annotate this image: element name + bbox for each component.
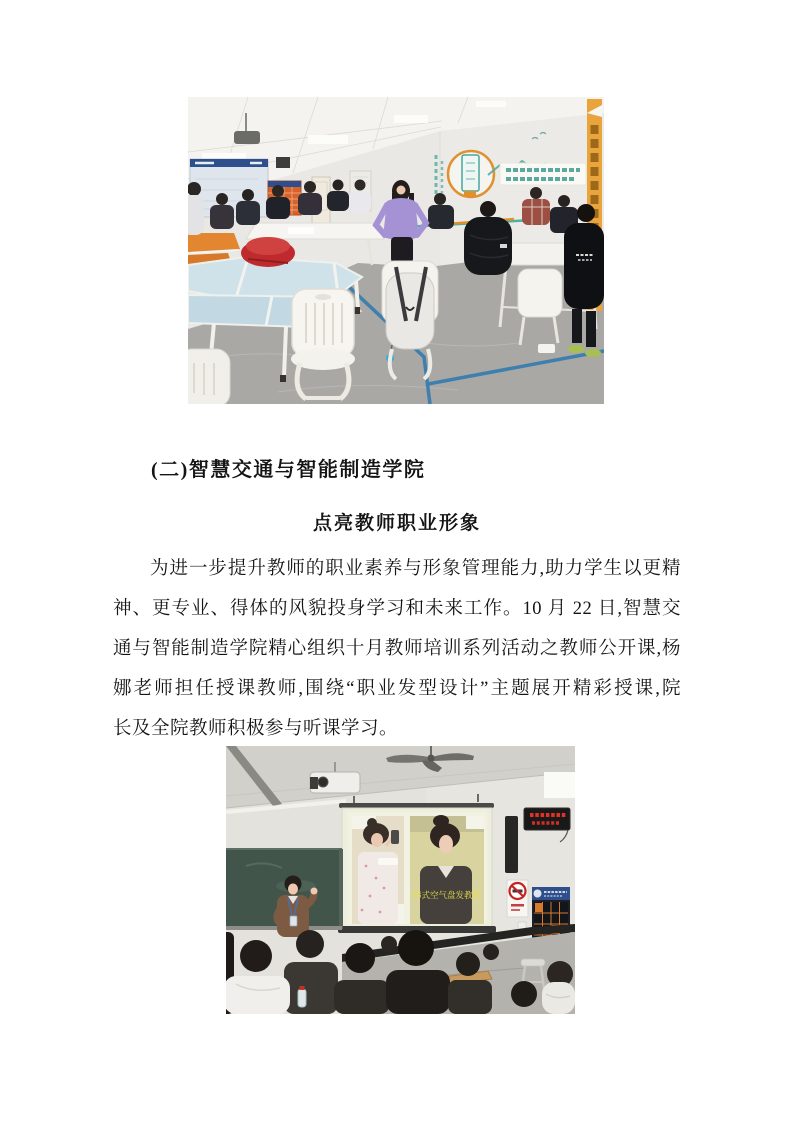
photo-classroom-group-work	[188, 97, 604, 404]
white-jacket	[226, 976, 290, 1014]
badge	[290, 916, 297, 926]
article-title: 点亮教师职业形象	[312, 513, 481, 534]
green-shoe	[568, 345, 584, 353]
paragraph-line: 神、更专业、得体的风貌投身学习和未来工作。10 月 22 日,智慧交	[113, 599, 681, 619]
photo-open-class-lecture	[226, 746, 575, 1014]
plaid-shirt-student	[522, 199, 550, 225]
paragraph-line: 通与智能制造学院精心组织十月教师培训系列活动之教师公开课,杨	[113, 639, 681, 659]
white-chair-left	[188, 349, 230, 404]
red-backpack	[241, 237, 295, 267]
projection-screen	[338, 808, 496, 933]
speaker-box	[276, 157, 290, 168]
tape-block	[538, 344, 555, 353]
water-bottle	[298, 989, 306, 1007]
paragraph-line: 长及全院教师积极参与听课学习。	[113, 719, 399, 739]
no-smoking-sign	[507, 880, 528, 917]
lecture-scene	[226, 746, 575, 1014]
phone-icon	[391, 830, 399, 844]
classroom-scene	[188, 97, 604, 404]
green-shoe	[585, 349, 601, 357]
logo-icon	[534, 890, 542, 898]
slide-caption-text: 韩式空气盘发教程	[412, 891, 482, 901]
article-paragraph	[113, 549, 681, 749]
paragraph-line: 为进一步提升教师的职业素养与形象管理能力,助力学生以更精	[150, 559, 681, 579]
speaker-column	[505, 816, 518, 873]
hoodie-student	[564, 223, 604, 309]
paragraph-line: 娜老师担任授课教师,围绕“职业发型设计”主题展开精彩授课,院	[113, 679, 681, 699]
slide-photo-right	[410, 815, 484, 924]
slide-photo-left	[352, 816, 404, 924]
raised-hand	[311, 888, 318, 895]
wall-light-panel	[544, 772, 575, 798]
screen-rail	[339, 803, 494, 808]
section-heading: (二)智慧交通与智能制造学院	[151, 459, 426, 481]
